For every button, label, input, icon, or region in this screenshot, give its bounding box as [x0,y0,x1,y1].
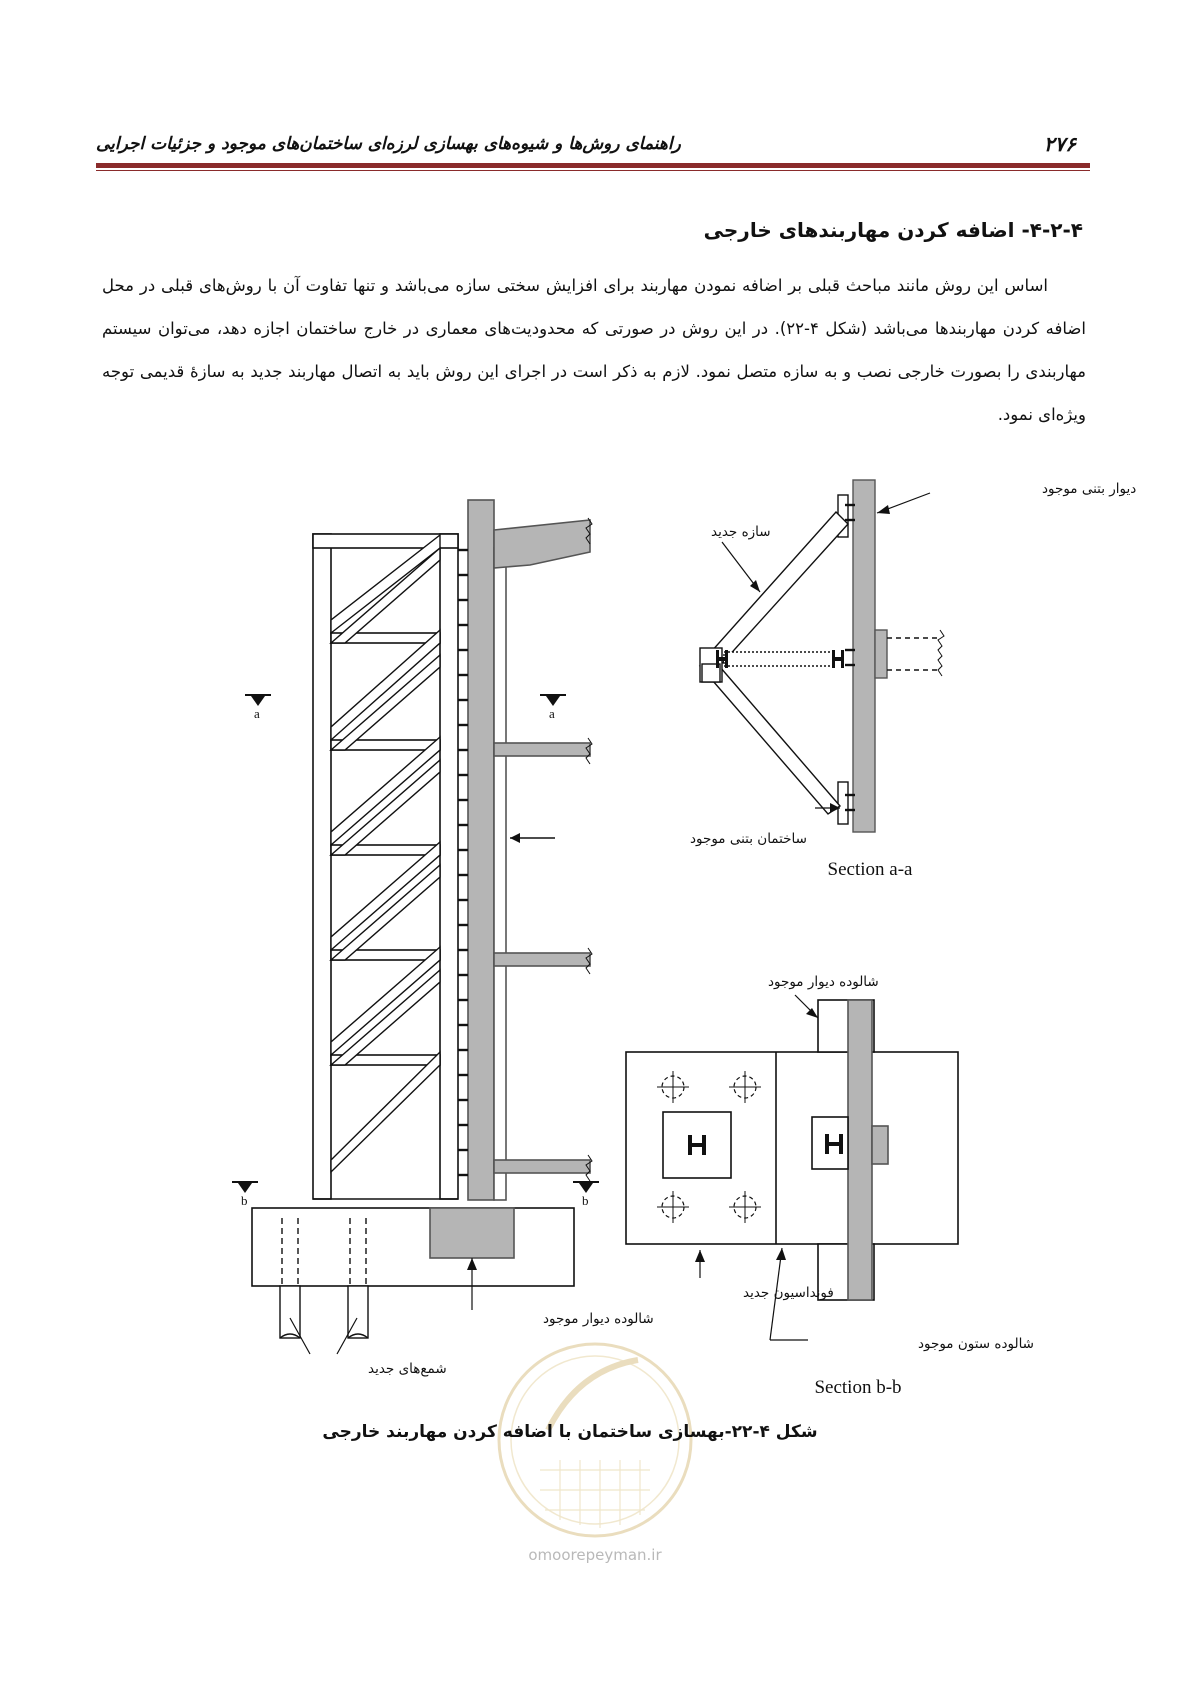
brace-lower-aa [700,660,840,814]
existing-wall-section-aa [853,480,875,832]
label-new-foundation: فونداسیون جدید [743,1285,834,1301]
existing-concrete-wall [468,500,494,1200]
new-frame-right-column [440,534,458,1199]
label-existing-building: ساختمان بتنی موجود [690,831,807,847]
label-elevation-wall-footing: شالوده دیوار موجود [543,1311,654,1327]
section-mark-b-left-letter: b [241,1193,248,1208]
section-mark-a-left [245,694,271,706]
label-new-structure: سازه جدید [711,524,771,540]
page-number: ۲۷۶ [1043,132,1076,156]
figure-caption: شکل ۴-۲۲-بهسازی ساختمان با اضافه کردن مهاربند خارجی [322,1422,818,1442]
new-foundation-elevation [252,1208,574,1286]
label-existing-concrete-wall: دیوار بتنی موجود [1042,481,1137,497]
section-heading: ۴-۲-۴- اضافه کردن مهاربندهای خارجی [703,218,1083,242]
section-mark-b-left [232,1181,258,1193]
section-mark-a-right-letter: a [549,706,555,721]
watermark-url: omoorepeyman.ir [528,1546,662,1564]
existing-wall-inner-face [494,548,506,1200]
existing-slab-stub-aa [875,630,887,678]
new-frame-left-column [313,534,331,1199]
existing-roof-slab [494,520,590,568]
label-new-piles: شمع‌های جدید [368,1361,447,1377]
existing-slab-dashed-aa [887,638,940,670]
elevation-drawing [232,500,599,1354]
strut-aa [724,652,834,666]
label-existing-column-footing: شالوده ستون موجود [918,1336,1034,1352]
section-aa-title: Section a-a [827,859,913,880]
existing-wall-footing-elevation [430,1208,514,1258]
body-paragraph: اساس این روش مانند مباحث قبلی بر اضافه نمودن مهاربند برای افزایش سختی سازه می‌باشد و تنها تفاوت آن با روش‌های قبلی در محل اضافه کردن مهاربندها می‌باشد (شکل ۴-۲۲). در این روش در صورتی که محدودیت‌های معماری در خارج ساختمان اجازه دهد، می‌توان سیستم مهاربندی را بصورت خارجی نصب و به سازه متصل نمود. لازم به ذکر است در اجرای این روش باید به اتصال مهاربند جدید به سازهٔ قدیمی توجه ویژه‌ای نمود. [102,276,1086,424]
section-mark-b-right-letter: b [582,1193,589,1208]
running-title: راهنمای روش‌ها و شیوه‌های بهسازی لرزه‌ای ساختمان‌های موجود و جزئیات اجرایی [96,134,681,154]
section-mark-a-left-letter: a [254,706,260,721]
section-aa-labels [711,481,1136,880]
section-bb-title: Section b-b [814,1377,902,1398]
existing-wall-footing-plan [848,1000,872,1300]
label-bb-wall-footing: شالوده دیوار موجود [768,974,879,990]
slab-break-marks [586,518,592,1181]
anchor-bolts [458,550,468,1175]
section-mark-b-right [573,1181,599,1193]
section-mark-a-right [540,694,566,706]
existing-floor-slabs [494,743,590,1173]
